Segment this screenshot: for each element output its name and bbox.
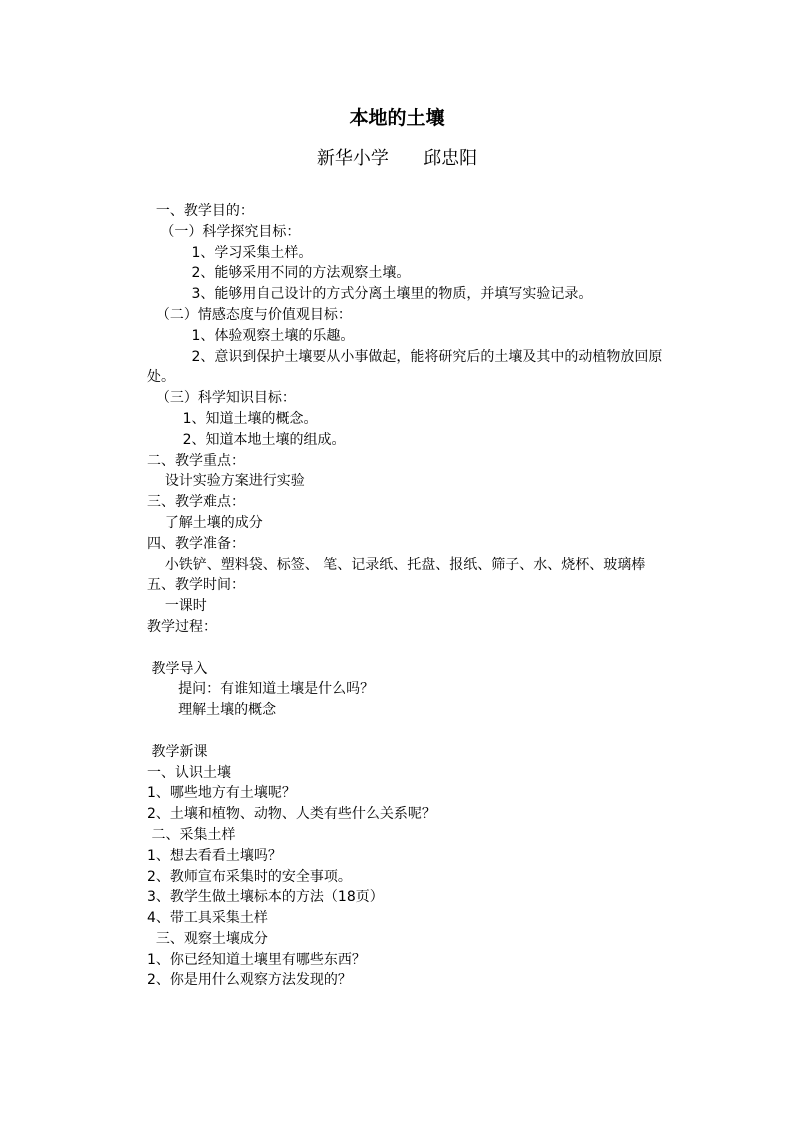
text-line: （三）科学知识目标：	[147, 390, 296, 407]
document-title: 本地的土壤	[349, 107, 445, 129]
text-line: 小铁铲、塑料袋、标签、 笔、记录纸、托盘、报纸、筛子、水、烧杯、玻璃棒	[147, 556, 646, 573]
text-line: 五、教学时间：	[147, 577, 245, 594]
text-line: 1、哪些地方有土壤呢？	[147, 785, 296, 802]
text-line: 1、知道土壤的概念。	[147, 410, 318, 427]
text-line: （一）科学探究目标：	[147, 223, 301, 240]
text-line: 三、教学难点：	[147, 494, 245, 511]
text-line: 一课时	[147, 598, 207, 615]
text-line: 三、观察土壤成分	[147, 930, 268, 947]
text-line: 了解土壤的成分	[147, 514, 263, 531]
text-line: 二、教学重点：	[147, 452, 245, 469]
text-line: 1、你已经知道土壤里有哪些东西？	[147, 951, 366, 968]
document-subtitle: 新华小学 邱忠阳	[316, 148, 478, 169]
text-line: 一、教学目的：	[147, 203, 254, 219]
text-line: 3、能够用自己设计的方式分离土壤里的物质，并填写实验记录。	[147, 286, 593, 303]
text-line: 1、学习采集土样。	[147, 244, 313, 261]
text-line: 2、教师宣布采集时的安全事项。	[147, 868, 352, 885]
blank-line	[147, 721, 677, 742]
text-line: 设计实验方案进行实验	[147, 473, 305, 490]
text-line: 2、土壤和植物、动物、人类有些什么关系呢？	[147, 806, 436, 823]
text-line: 理解土壤的概念	[147, 702, 277, 719]
text-line: 3、教学生做土壤标本的方法（18页）	[147, 889, 384, 906]
text-line: 一、认识土壤	[147, 764, 231, 781]
text-line: （二）情感态度与价值观目标：	[147, 306, 352, 323]
text-line: 2、知道本地土壤的组成。	[147, 431, 346, 448]
text-line: 提问：有谁知道土壤是什么吗？	[147, 681, 375, 698]
text-line: 四、教学准备：	[147, 535, 245, 552]
text-line: 教学新课	[147, 743, 208, 760]
text-line: 4、带工具采集土样	[147, 910, 268, 927]
document-body	[147, 201, 677, 991]
text-line: 二、采集土样	[147, 826, 236, 843]
text-line: 教学导入	[147, 660, 208, 677]
text-line: 2、你是用什么观察方法发现的？	[147, 972, 352, 989]
blank-line	[147, 638, 677, 659]
text-line: 2、意识到保护土壤要从小事做起，能将研究后的土壤及其中的动植物放回原处。	[147, 348, 663, 386]
text-line: 1、体验观察土壤的乐趣。	[147, 327, 355, 344]
text-line: 2、能够采用不同的方法观察土壤。	[147, 265, 411, 282]
text-line: 教学过程：	[147, 618, 217, 635]
text-line: 1、想去看看土壤吗？	[147, 847, 282, 864]
